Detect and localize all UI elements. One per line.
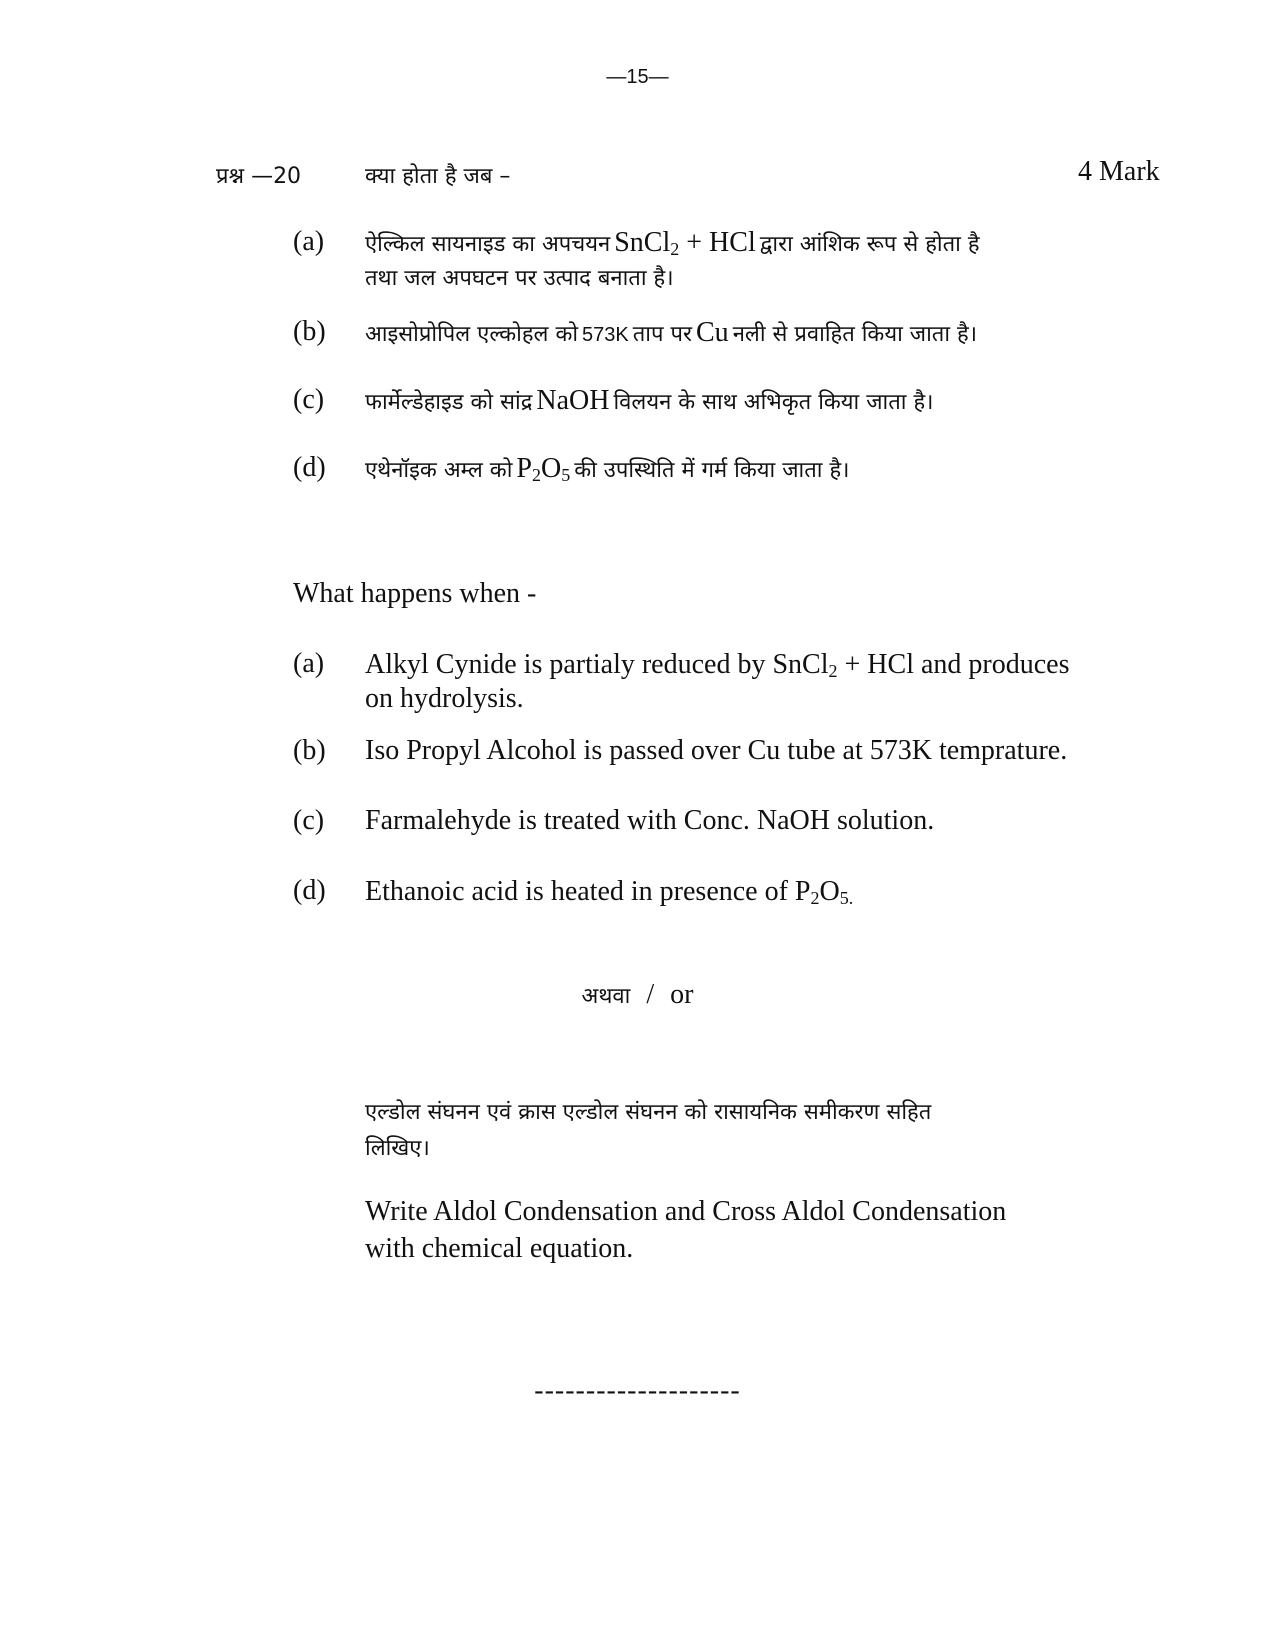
part-text-post: द्वारा आंशिक रूप से होता है: [759, 232, 980, 257]
part-text: Farmalehyde is treated with Conc. NaOH solution.: [365, 805, 935, 836]
part-text: [365, 316, 977, 354]
chem-formula: [614, 227, 756, 258]
alt-question-hi-line2: लिखिए।: [365, 1136, 430, 1161]
part-text-pre: Ethanoic acid is heated in presence of P: [365, 876, 811, 907]
or-separator: [0, 978, 1275, 1016]
part-label: (c): [293, 805, 325, 836]
chem-sub: 2: [670, 239, 680, 259]
or-slash: /: [646, 979, 655, 1010]
part-text-pre: फार्मेल्डेहाइड को सांद्र: [365, 390, 533, 415]
part-text-post: विलयन के साथ अभिकृत किया जाता है।: [613, 390, 934, 415]
part-text-pre: आइसोप्रोपिल एल्कोहल को: [365, 322, 579, 347]
part-label: (d): [293, 875, 326, 906]
part-text-line2: on hydrolysis.: [365, 683, 524, 714]
alt-question-hi-line1: एल्डोल संघनन एवं क्रास एल्डोल संघनन को रासायनिक समीकरण सहित: [365, 1100, 932, 1125]
part-label: (a): [293, 648, 325, 679]
chem-naoh: NaOH: [536, 385, 610, 416]
or-english: or: [670, 979, 694, 1010]
chem-hcl: + HCl: [679, 227, 756, 258]
part-text: [365, 648, 1069, 682]
marks: 4 Mark: [1078, 156, 1160, 187]
footer-rule: --------------------: [534, 1375, 741, 1406]
part-text-pre: एथेनॉइक अम्ल को: [365, 458, 513, 483]
part-text-pre: ऐल्किल सायनाइड का अपचयन: [365, 232, 611, 257]
chem-cu: Cu: [696, 317, 729, 348]
part-text-post: नली से प्रवाहित किया जाता है।: [732, 322, 978, 347]
chem-sub: 2: [828, 661, 838, 681]
page-number: —15—: [606, 66, 669, 88]
part-text-pre: Alkyl Cynide is partialy reduced by SnCl: [365, 649, 829, 680]
part-text-post: + HCl and produces: [837, 649, 1070, 680]
chem-sub: 5: [561, 465, 571, 485]
alt-question-en-line2: with chemical equation.: [365, 1233, 634, 1264]
english-heading: What happens when -: [293, 578, 537, 609]
part-text: [365, 452, 849, 490]
part-text-mid: ताप पर: [632, 322, 692, 347]
chem-sub: 2: [531, 465, 541, 485]
chem-o: O: [819, 876, 840, 907]
part-label: (b): [293, 735, 326, 766]
chem-sub: 2: [810, 888, 820, 908]
chem-o: O: [540, 453, 562, 484]
or-hindi: अथवा: [581, 984, 631, 1009]
part-text: [365, 226, 980, 264]
chem-sub: 5.: [839, 888, 854, 908]
question-title: क्या होता है जब –: [365, 164, 511, 189]
part-label: (c): [293, 384, 325, 415]
question-label: प्रश्न —20: [216, 164, 302, 189]
part-text-line2: तथा जल अपघटन पर उत्पाद बनाता है।: [365, 266, 674, 291]
part-text: Iso Propyl Alcohol is passed over Cu tube at 573K temprature.: [365, 735, 1068, 766]
chem-p: P: [516, 453, 532, 484]
temperature: 573K: [582, 324, 629, 346]
part-label: (b): [293, 316, 326, 347]
chem-p2o5: [516, 453, 570, 484]
part-text-post: की उपस्थिति में गर्म किया जाता है।: [574, 458, 850, 483]
part-label: (a): [293, 226, 325, 257]
alt-question-en-line1: Write Aldol Condensation and Cross Aldol Condensation: [365, 1196, 1007, 1227]
part-text: [365, 384, 934, 422]
part-text: [365, 875, 853, 909]
part-label: (d): [293, 452, 326, 483]
chem-snc: SnCl: [614, 227, 671, 258]
